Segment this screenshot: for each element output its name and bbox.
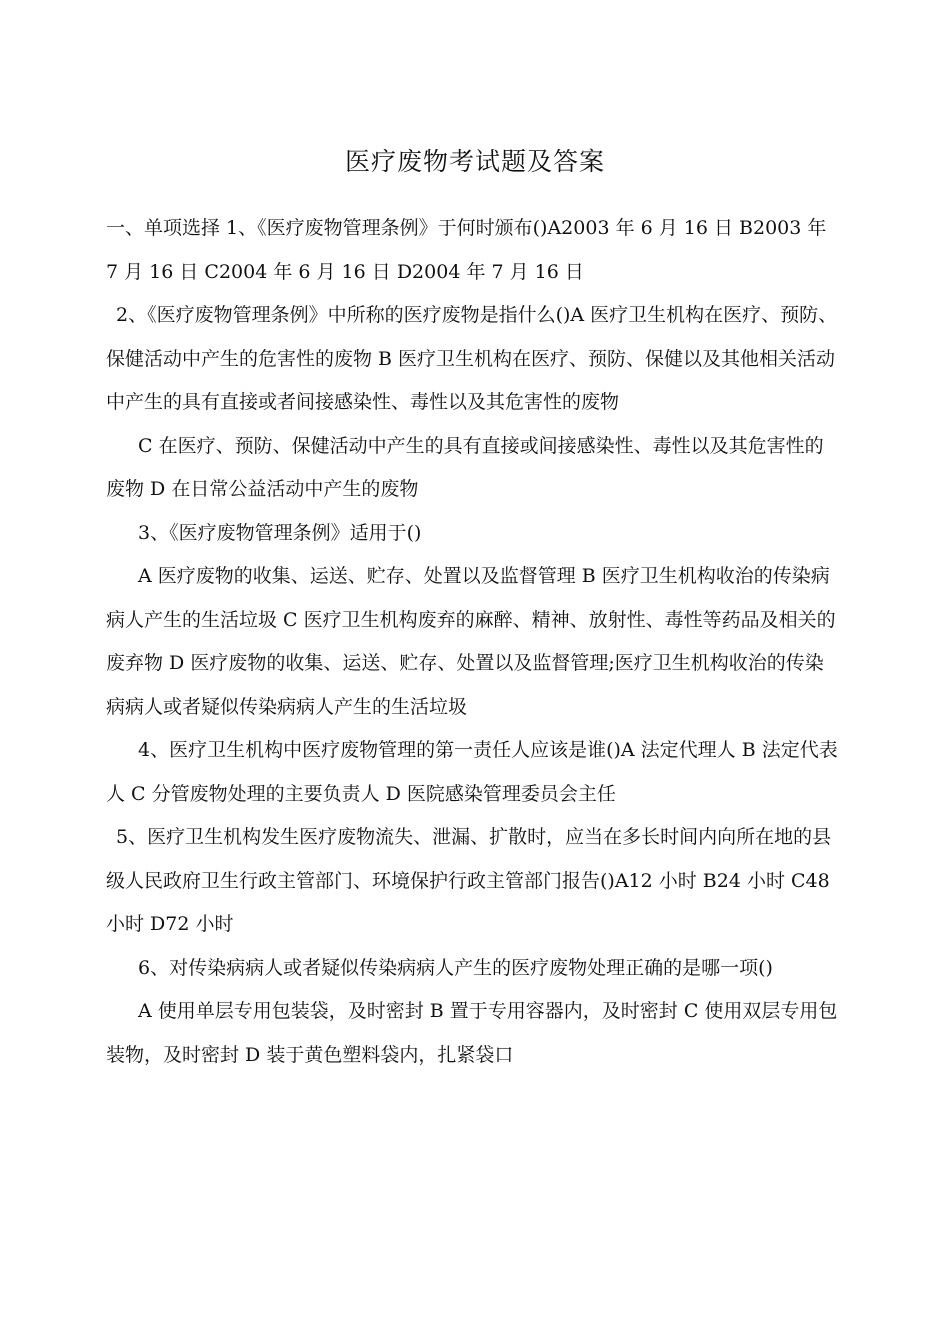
paragraph-q5: 5、医疗卫生机构发生医疗废物流失、泄漏、扩散时，应当在多长时间内向所在地的县级人民政府卫生行政主管部门、环境保护行政主管部门报告()A12 小时 B24 小时 C48 小时 D72 小时: [106, 826, 832, 935]
paragraph-q2-option-c: C 在医疗、预防、保健活动中产生的具有直接或间接感染性、毒性以及其危害性的废物 D 在日常公益活动中产生的废物: [106, 434, 824, 500]
paragraph-q3-options: A 医疗废物的收集、运送、贮存、处置以及监督管理 B 医疗卫生机构收治的传染病病人产生的生活垃圾 C 医疗卫生机构废弃的麻醉、精神、放射性、毒性等药品及相关的废弃物 D 医疗废物的收集、运送、贮存、处置以及监督管理;医疗卫生机构收治的传染病病人或者疑似传染病病人产生的生活垃圾: [106, 565, 836, 718]
paragraph-q3: 3、《医疗废物管理条例》适用于(): [138, 521, 422, 544]
document-title: 医疗废物考试题及答案: [344, 147, 605, 176]
paragraph-q2: 2、《医疗废物管理条例》中所称的医疗废物是指什么()A 医疗卫生机构在医疗、预防、保健活动中产生的危害性的废物 B 医疗卫生机构在医疗、预防、保健以及其他相关活动中产生的具有直接或者间接感染性、毒性以及其危害性的废物: [106, 304, 838, 413]
paragraph-q4: 4、医疗卫生机构中医疗废物管理的第一责任人应该是谁()A 法定代理人 B 法定代表人 C 分管废物处理的主要负责人 D 医院感染管理委员会主任: [106, 739, 838, 805]
paragraph-q6-options: A 使用单层专用包装袋，及时密封 B 置于专用容器内，及时密封 C 使用双层专用包装物，及时密封 D 装于黄色塑料袋内，扎紧袋口: [106, 1000, 838, 1066]
document-body: [106, 207, 842, 1077]
paragraph-q6: 6、对传染病病人或者疑似传染病病人产生的医疗废物处理正确的是哪一项(): [138, 956, 773, 979]
paragraph-q1: 一、单项选择 1、《医疗废物管理条例》于何时颁布()A2003 年 6 月 16 日 B2003 年 7 月 16 日 C2004 年 6 月 16 日 D2004 年 7 月 16 日: [106, 217, 827, 283]
